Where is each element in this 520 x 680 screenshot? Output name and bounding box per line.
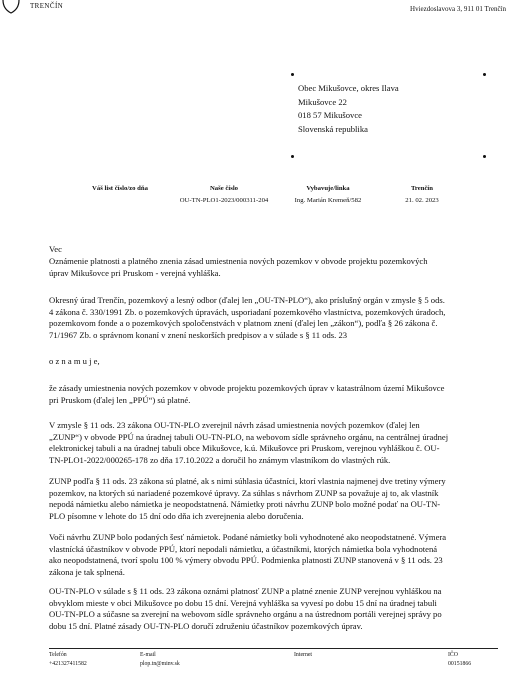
body-line: PLO písomne v lehote do 15 dní odo dňa ich zverejnenia alebo doručenia. [49, 511, 304, 522]
paragraph-authority [49, 295, 491, 342]
paragraph-publication [49, 420, 491, 467]
body-line: 4 zákona č. 330/1991 Zb. o pozemkových úpravách, usporiadaní pozemkového vlastníctva, pozemkových úradoch, [49, 306, 446, 317]
ref-heading: Naše číslo [209, 185, 239, 192]
body-line: elektronickej tabuli a na úradnej tabuli obce Mikušovce, k.ú. Mikušovce pri Pruskom, verejnou vyhláškou č. OU- [49, 443, 440, 454]
recipient-line: Obec Mikušovce, okres Ilava [298, 83, 399, 93]
ref-your-letter [82, 183, 158, 195]
body-line: TN-PLO1-2022/000265-178 zo dňa 17.10.2022 a doručil ho známym vlastníkom do vlastných rúk. [49, 455, 391, 466]
body-line: 71/1967 Zb. o správnom konaní v znení neskorších predpisov a v súlade s § 11 ods. 23 [49, 330, 348, 341]
ref-heading: Váš list číslo/zo dňa [92, 185, 148, 192]
body-line: ako neopodstatnená, tvorí spolu 100 % výmery obvodu PPÚ. Podmienka platnosti ZUNP stanovená v § 11 ods. 23 [49, 555, 443, 566]
paragraph-objections [49, 532, 491, 579]
paragraph-conditions [49, 476, 491, 523]
address-corner-mark [483, 73, 486, 76]
org-name: TRENČÍN [30, 2, 64, 10]
footer-label: E-mail [140, 652, 156, 658]
body-line: ZUNP podľa § 11 ods. 23 zákona sú platné, ak s nimi súhlasia účastníci, ktorí vlastnia najmenej dve tretiny výmery [49, 476, 446, 486]
subject-block [49, 243, 489, 280]
ref-heading: Vybavuje/linka [306, 185, 350, 192]
coat-of-arms-icon [0, 0, 22, 14]
body-line: OU-TN-PLO a súčasne sa zverejní na webovom sídle správneho orgánu a na ústrednom portáli verejnej správy po [49, 609, 442, 620]
recipient-line: Slovenská republika [298, 123, 368, 134]
body-line: pozemkovom fonde a o pozemkových spoločenstvách v platnom znení (ďalej len „zákon“), podľa § 26 zákona č. [49, 318, 438, 329]
address-corner-mark [291, 155, 294, 158]
announce-word: o z n a m u j e, [49, 356, 100, 366]
body-line: pozemkov, na ktorých sú nariadené pozemkové úpravy. Za súhlas s návrhom ZUNP sa považuje aj to, ak vlastník [49, 487, 439, 498]
body-line: „ZUNP“) v obvode PPÚ na úradnej tabuli OU-TN-PLO, na webovom sídle správneho orgánu, na centrálnej úradnej [49, 431, 449, 442]
footer-value: 00151866 [448, 661, 472, 667]
ref-value: Ing. Marián Kremeň/582 [294, 197, 362, 204]
footer-divider [49, 648, 498, 649]
body-line: pri Pruskom (ďalej len „PPÚ“) sú platné. [49, 394, 191, 405]
paragraph-notification [49, 586, 491, 633]
footer-label: IČO [448, 652, 458, 658]
address-corner-mark [291, 73, 294, 76]
footer-phone [49, 651, 87, 669]
body-line: zákona je tak splnená. [49, 567, 125, 578]
paragraph-validity [49, 383, 491, 406]
footer-value: plop.tn@minv.sk [140, 661, 180, 667]
header-address: Hviezdoslavova 3, 911 01 Trenčín [410, 5, 506, 13]
footer-label: Internet [294, 652, 313, 658]
footer-ico [448, 651, 471, 669]
body-line: dobu 15 dní. Platné zásady OU-TN-PLO doručí združeniu účastníkov pozemkových úprav. [49, 621, 363, 632]
body-line: Voči návrhu ZUNP bolo podaných šesť námietok. Podané námietky boli vyhodnotené ako neopodstatnené. Výmera [49, 532, 447, 542]
footer-internet [294, 651, 312, 660]
address-corner-mark [483, 155, 486, 158]
ref-value: 21. 02. 2023 [405, 197, 439, 204]
body-line: vlastnícká účastníkov v obvode PPÚ, ktorí nepodali námietku, a účastníkmi, ktorých námietka bola vyhodnotená [49, 543, 438, 554]
ref-our-number [168, 183, 280, 207]
ref-place-date [390, 183, 454, 207]
subject-line: úprav Mikušovce pri Pruskom - verejná vyhláška. [49, 268, 221, 279]
ref-value: OU-TN-PLO1-2023/000311-204 [179, 197, 269, 204]
ref-handled-by [282, 183, 374, 207]
body-line: OU-TN-PLO v súlade s § 11 ods. 23 zákona oznámi platnosť ZUNP a platné znenie ZUNP verejnou vyhláškou na [49, 586, 442, 596]
recipient-address [298, 82, 399, 136]
body-line: V zmysle § 11 ods. 23 zákona OU-TN-PLO zverejnil návrh zásad umiestnenia nových pozemkov (ďalej len [49, 420, 420, 430]
body-line: Okresný úrad Trenčín, pozemkový a lesný odbor (ďalej len „OU-TN-PLO“), ako príslušný orgán v zmysle § 5 ods. [49, 295, 445, 305]
body-line: nepodá námietku alebo námietka je neopodstatnená. Námietky proti návrhu ZUNP bolo možné podať na OU-TN- [49, 499, 441, 510]
subject-label: Vec [49, 244, 62, 254]
footer-label: Telefón [49, 652, 67, 658]
footer-email [140, 651, 180, 669]
recipient-line: 018 57 Mikušovce [298, 110, 362, 120]
footer-value: +421327411582 [49, 661, 87, 667]
subject-line: Oznámenie platnosti a platného znenia zásad umiestnenia nových pozemkov v obvode projektu pozemkových [49, 256, 428, 267]
recipient-line: Mikušovce 22 [298, 96, 347, 107]
body-line: obvyklom mieste v obci Mikušovce po dobu 15 dní. Verejná vyhláška sa vyvesí po dobu 15 dní na úradnej tabuli [49, 597, 437, 608]
body-line: že zásady umiestnenia nových pozemkov v obvode projektu pozemkových úprav v katastrálnom území Mikušovce [49, 383, 445, 393]
ref-heading: Trenčín [410, 185, 434, 192]
